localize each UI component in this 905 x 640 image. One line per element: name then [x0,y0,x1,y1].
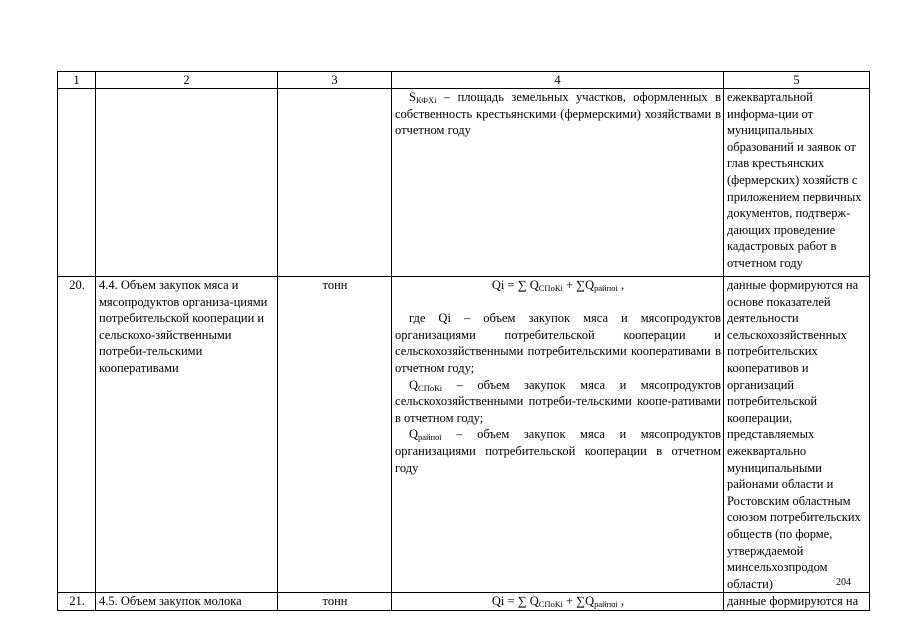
source-cell: данные формируются на [724,593,870,611]
method-cell [392,277,724,593]
method-cell [392,593,724,611]
header-cell: 2 [96,72,278,89]
method-paragraph: $Q_{райпоi}$ – объем закупок мяса и мясопродуктов организациями потребительской кооперации в отчетном году [395,427,721,475]
page-number: 204 [836,577,851,588]
method-cell [392,89,724,277]
row-number-cell [58,89,96,277]
indicator-cell [96,89,278,277]
formula: Qi = ∑ $Q_{СПоКi} + \sum Q_{райпоi}$ , [491,594,625,610]
row-number-cell: 20. [58,277,96,593]
source-cell: ежеквартальной информа-ции от муниципальных образований и заявок от глав крестьянских (фермерских) хозяйств с приложением первичных документов, подтверж-дающих проведение кадастровых работ в отчетном году [724,89,870,277]
source-cell: данные формируются на основе показателей деятельности сельскохозяйственных потребительских кооперативов и организаций потребительской кооперации, представляемых ежеквартально муниципальными районами области и Ростовским областным союзом потребительских обществ (по форме, утверждаемой минсельхозпродом области) [724,277,870,593]
row-number-cell: 21. [58,593,96,611]
table-header-row [58,72,870,89]
table-row [58,593,870,611]
indicator-cell: 4.4. Объем закупок мяса и мясопродуктов организа-циями потребительской кооперации и сельскохо-зяйственными потреби-тельскими кооперативами [96,277,278,593]
table-row [58,277,870,593]
indicator-cell: 4.5. Объем закупок молока [96,593,278,611]
unit-cell: тонн [278,277,392,593]
unit-cell [278,89,392,277]
method-paragraph: $Q_{СПоКi}$ – объем закупок мяса и мясопродуктов сельскохозяйственными потреби-тельскими коопе-ративами в отчетном году; [395,377,721,425]
method-paragraph: $S_{КФХi}$ – площадь земельных участков, оформленных в собственность крестьянскими (фермерскими) хозяйствами в отчетном году [395,90,721,138]
unit-cell: тонн [278,593,392,611]
header-cell: 1 [58,72,96,89]
formula: Qi = ∑ $Q_{СПоКi} + \sum Q_{райпоi}$ , [491,278,625,293]
header-cell: 4 [392,72,724,89]
header-cell: 3 [278,72,392,89]
indicators-table [57,71,870,611]
method-paragraph: где Qi – объем закупок мяса и мясопродуктов организациями потребительской кооперации и сельскохозяйственными потребительскими кооперативами в отчетном году; [395,311,721,375]
table-row [58,89,870,277]
header-cell: 5 [724,72,870,89]
